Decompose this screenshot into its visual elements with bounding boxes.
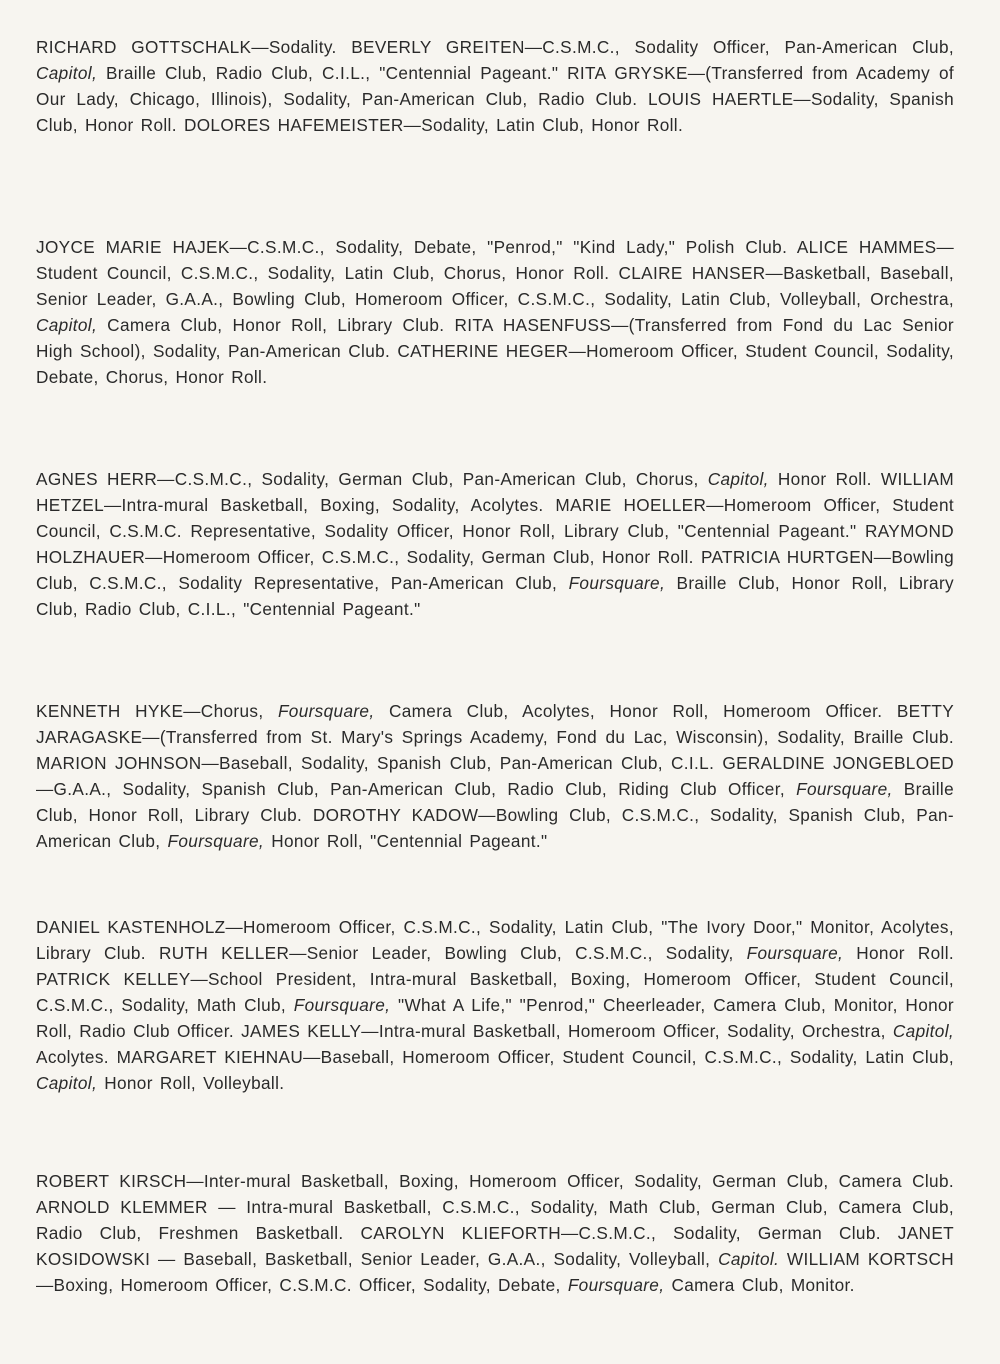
text-run: JOYCE MARIE HAJEK—C.S.M.C., Sodality, Debate, "Penrod," "Kind Lady," Polish Club. ALICE HAMMES—Student Council, C.S.M.C., Sodality, Latin Club, Chorus, Honor Roll. CLAIRE HANSER—Basketball, Baseball, Senior Leader, G.A.A., Bowling Club, Homeroom Officer, C.S.M.C., Sodality, Latin Club, Volleyball, Orchestra,: [36, 237, 954, 309]
text-run: Honor Roll. WILLIAM HETZEL—Intra-mural Basketball, Boxing, Sodality, Acolytes. MARIE HOELLER—Homeroom Officer, Student Council, C.S.M.C. Representative, Sodality Officer, Honor Roll, Library Club, "Centennial Pageant." RAYMOND HOLZHAUER—Homeroom Officer, C.S.M.C., Sodality, German Club, Honor Roll. PATRICIA HURTGEN—Bowling Club, C.S.M.C., Sodality Representative, Pan-American Club,: [36, 469, 954, 593]
senior-activities-paragraph: [36, 234, 954, 390]
text-run: Honor Roll, "Centennial Pageant.": [264, 831, 548, 851]
publication-title: Foursquare,: [796, 779, 893, 799]
text-run: ROBERT KIRSCH—Inter-mural Basketball, Boxing, Homeroom Officer, Sodality, German Club, Camera Club. ARNOLD KLEMMER — Intra-mural Basketball, C.S.M.C., Sodality, Math Club, German Club, Camera Club, Radio Club, Freshmen Basketball. CAROLYN KLIEFORTH—C.S.M.C., Sodality, German Club. JANET KOSIDOWSKI — Baseball, Basketball, Senior Leader, G.A.A., Sodality, Volleyball,: [36, 1171, 954, 1269]
publication-title: Capitol,: [36, 315, 98, 335]
text-run: Honor Roll. PATRICK KELLEY—School President, Intra-mural Basketball, Boxing, Homeroom Officer, Student Council, C.S.M.C., Sodality, Math Club,: [36, 943, 954, 1015]
text-run: Camera Club, Monitor.: [664, 1275, 855, 1295]
publication-title: Foursquare,: [277, 701, 375, 721]
text-run: Braille Club, Honor Roll, Library Club, Radio Club, C.I.L., "Centennial Pageant.": [36, 573, 954, 619]
text-run: Honor Roll, Volleyball.: [97, 1073, 285, 1093]
senior-activities-paragraph: [36, 1168, 954, 1298]
publication-title: Foursquare,: [293, 995, 391, 1015]
publication-title: Foursquare,: [167, 831, 265, 851]
publication-title: Capitol,: [707, 469, 769, 489]
text-run: AGNES HERR—C.S.M.C., Sodality, German Club, Pan-American Club, Chorus,: [36, 469, 708, 489]
text-run: "What A Life," "Penrod," Cheerleader, Camera Club, Monitor, Honor Roll, Radio Club Officer. JAMES KELLY—Intra-mural Basketball, Homeroom Officer, Sodality, Orchestra,: [36, 995, 954, 1041]
senior-activities-paragraph: [36, 34, 954, 138]
publication-title: Foursquare,: [567, 1275, 665, 1295]
publication-title: Foursquare,: [568, 573, 666, 593]
text-run: Braille Club, Radio Club, C.I.L., "Centennial Pageant." RITA GRYSKE—(Transferred from Academy of Our Lady, Chicago, Illinois), Sodality, Pan-American Club, Radio Club. LOUIS HAERTLE—Sodality, Spanish Club, Honor Roll. DOLORES HAFEMEISTER—Sodality, Latin Club, Honor Roll.: [36, 63, 954, 135]
text-run: DANIEL KASTENHOLZ—Homeroom Officer, C.S.M.C., Sodality, Latin Club, "The Ivory Door," Monitor, Acolytes, Library Club. RUTH KELLER—Senior Leader, Bowling Club, C.S.M.C., Sodality,: [36, 917, 954, 963]
publication-title: Foursquare,: [746, 943, 844, 963]
text-run: WILLIAM KORTSCH—Boxing, Homeroom Officer, C.S.M.C. Officer, Sodality, Debate,: [36, 1249, 955, 1295]
senior-activities-paragraph: [36, 914, 954, 1096]
text-run: KENNETH HYKE—Chorus,: [36, 701, 278, 721]
senior-activities-paragraph: [36, 698, 954, 854]
text-run: Camera Club, Honor Roll, Library Club. RITA HASENFUSS—(Transferred from Fond du Lac Senior High School), Sodality, Pan-American Club. CATHERINE HEGER—Homeroom Officer, Student Council, Sodality, Debate, Chorus, Honor Roll.: [36, 315, 954, 387]
text-run: Camera Club, Acolytes, Honor Roll, Homeroom Officer. BETTY JARAGASKE—(Transferred from St. Mary's Springs Academy, Fond du Lac, Wisconsin), Sodality, Braille Club. MARION JOHNSON—Baseball, Sodality, Spanish Club, Pan-American Club, C.I.L. GERALDINE JONGEBLOED—G.A.A., Sodality, Spanish Club, Pan-American Club, Radio Club, Riding Club Officer,: [36, 701, 955, 799]
publication-title: Capitol,: [892, 1021, 954, 1041]
senior-activities-paragraph: [36, 466, 954, 622]
publication-title: Capitol,: [36, 63, 98, 83]
publication-title: Capitol.: [718, 1249, 780, 1269]
text-run: Braille Club, Honor Roll, Library Club. DOROTHY KADOW—Bowling Club, C.S.M.C., Sodality, Spanish Club, Pan-American Club,: [36, 779, 954, 851]
text-run: RICHARD GOTTSCHALK—Sodality. BEVERLY GREITEN—C.S.M.C., Sodality Officer, Pan-American Club,: [36, 37, 954, 57]
publication-title: Capitol,: [36, 1073, 98, 1093]
text-run: Acolytes. MARGARET KIEHNAU—Baseball, Homeroom Officer, Student Council, C.S.M.C., Sodality, Latin Club,: [36, 1047, 954, 1067]
